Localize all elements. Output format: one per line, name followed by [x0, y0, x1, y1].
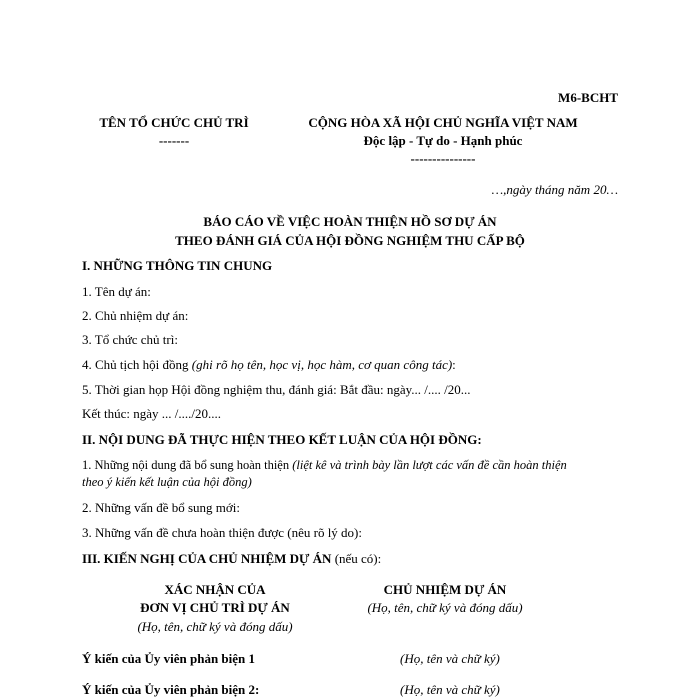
reviewer-2-label: Ý kiến của Ủy viên phản biện 2:	[82, 682, 260, 697]
motto: Độc lập - Tự do - Hạnh phúc	[363, 133, 523, 148]
section1-item1: 1. Tên dự án:	[82, 284, 151, 299]
section1-end-time: Kết thúc: ngày ... /..../20....	[82, 406, 222, 421]
section2-item2: 2. Những vấn đề bổ sung mới:	[82, 500, 240, 515]
section1-item4-prefix: 4. Chủ tịch hội đồng	[82, 357, 192, 372]
section3-heading-line	[82, 551, 381, 567]
signature-left-note: (Họ, tên, chữ ký và đóng dấu)	[137, 619, 293, 634]
section2-heading: II. NỘI DUNG ĐÃ THỰC HIỆN THEO KẾT LUẬN CỦA HỘI ĐỒNG:	[82, 432, 482, 447]
date-line: …,ngày tháng năm 20…	[491, 182, 618, 197]
section1-item2: 2. Chủ nhiệm dự án:	[82, 308, 189, 323]
section2-item1	[82, 458, 567, 473]
section2-item1-prefix: 1. Những nội dung đã bổ sung hoàn thiện	[82, 458, 293, 472]
section3-heading: III. KIẾN NGHỊ CỦA CHỦ NHIỆM DỰ ÁN	[82, 551, 332, 566]
org-title: TÊN TỔ CHỨC CHỦ TRÌ	[99, 115, 249, 130]
section2-item3: 3. Những vấn đề chưa hoàn thiện được (nêu rõ lý do):	[82, 525, 362, 540]
form-code: M6-BCHT	[558, 90, 618, 105]
section1-item4-suffix: :	[452, 357, 456, 372]
reviewer-1-note: (Họ, tên và chữ ký)	[400, 651, 500, 666]
reviewer-1-label: Ý kiến của Ủy viên phản biện 1	[82, 651, 256, 666]
section1-heading: I. NHỮNG THÔNG TIN CHUNG	[82, 258, 273, 273]
section3-heading-suffix: (nếu có):	[331, 551, 382, 566]
report-title-line1: BÁO CÁO VỀ VIỆC HOÀN THIỆN HỒ SƠ DỰ ÁN	[203, 214, 497, 229]
report-title-line2: THEO ĐÁNH GIÁ CỦA HỘI ĐỒNG NGHIỆM THU CẤP BỘ	[175, 233, 525, 248]
signature-right-note: (Họ, tên, chữ ký và đóng dấu)	[367, 600, 523, 615]
signature-right-line1: CHỦ NHIỆM DỰ ÁN	[383, 582, 507, 597]
section2-item1-note-b: theo ý kiến kết luận của hội đồng)	[82, 475, 252, 489]
org-rule: -------	[158, 133, 190, 148]
nation-title: CỘNG HÒA XÃ HỘI CHỦ NGHĨA VIỆT NAM	[308, 115, 578, 130]
reviewer-2-note: (Họ, tên và chữ ký)	[400, 682, 500, 697]
section1-item3: 3. Tổ chức chủ trì:	[82, 332, 178, 347]
motto-rule: ---------------	[410, 151, 476, 166]
section2-item1-note-a: (liệt kê và trình bày lần lượt các vấn đề cần hoàn thiện	[292, 458, 567, 472]
section1-item4	[82, 357, 456, 373]
signature-left-line2: ĐƠN VỊ CHỦ TRÌ DỰ ÁN	[140, 600, 290, 615]
section1-item5: 5. Thời gian họp Hội đồng nghiệm thu, đánh giá: Bắt đầu: ngày... /.... /20...	[82, 382, 471, 397]
signature-left-line1: XÁC NHẬN CỦA	[164, 582, 266, 597]
section1-item4-note: (ghi rõ họ tên, học vị, học hàm, cơ quan công tác)	[191, 357, 453, 372]
